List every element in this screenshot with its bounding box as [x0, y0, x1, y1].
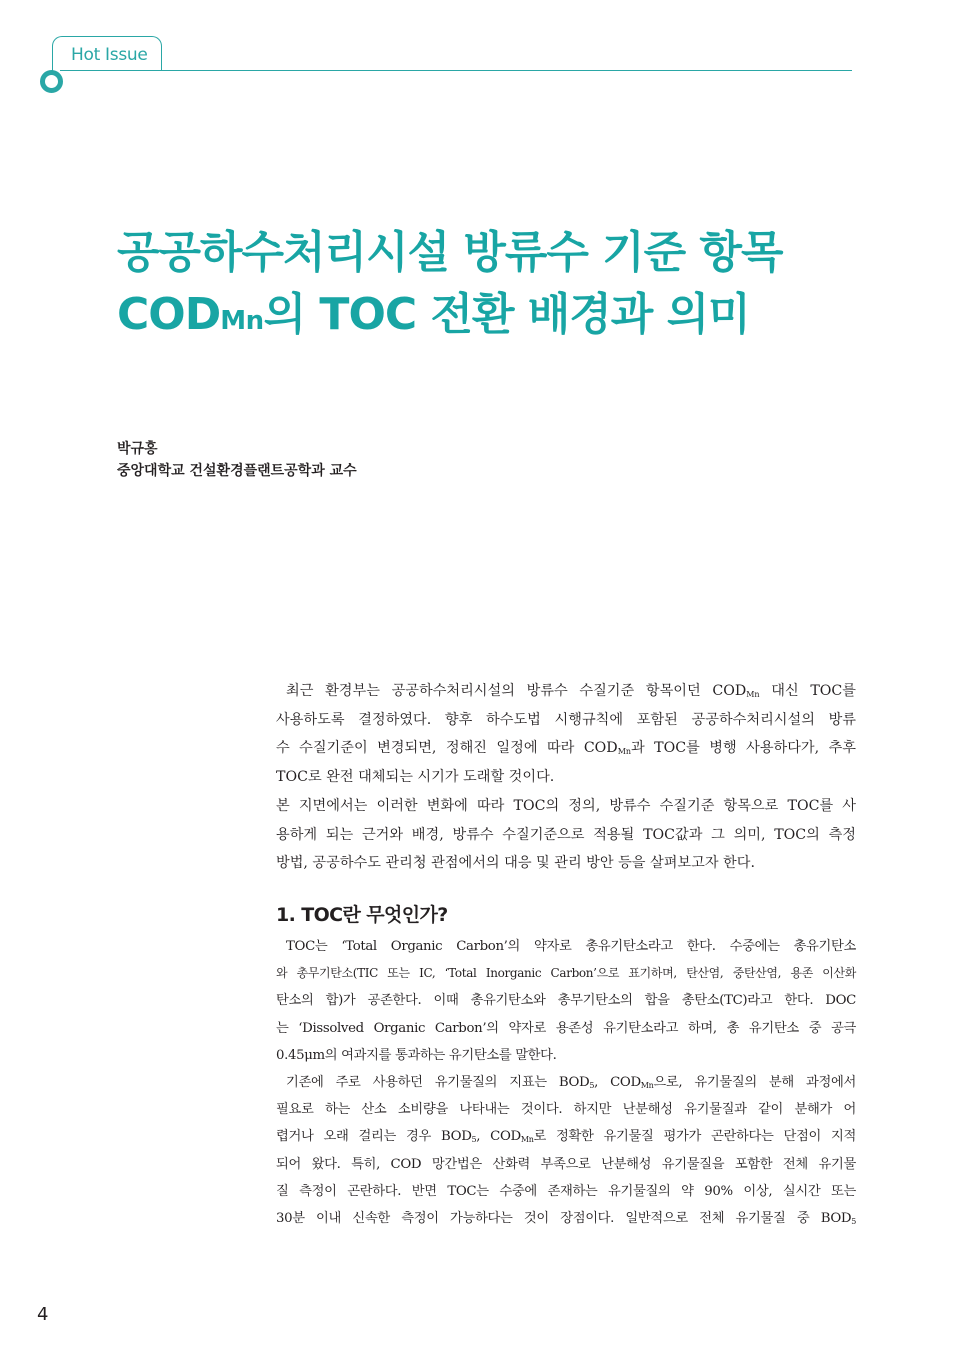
intro-line: 본 지면에서는 이러한 변화에 따라 TOC의 정의, 방류수 수질기준 항목으로 TOC를 사 — [276, 797, 856, 814]
body-line: 는 ‘Dissolved Organic Carbon’의 약자로 용존성 유기탄소라고 하며, 총 유기탄소 중 공극 — [276, 1020, 856, 1036]
body-line: TOC는 ‘Total Organic Carbon’의 약자로 총유기탄소라고 한다. 수중에는 총유기탄소 — [286, 939, 856, 954]
body-line: 필요로 하는 산소 소비량을 나타내는 것이다. 하지만 난분해성 유기물질과 같이 분해가 어 — [276, 1102, 856, 1118]
body-line: 30분 이내 신속한 측정이 가능하다는 것이 장점이다. 일반적으로 전체 유기물질 중 $BOD_5$ — [276, 1211, 856, 1227]
intro-line: 수 수질기준이 변경되면, 정해진 일정에 따라 $COD_{Mn}$과 TOC를 병행 사용하다가, 추후 — [276, 740, 856, 757]
section-heading: 1. TOC란 무엇인가? — [276, 904, 448, 926]
title-cod: COD — [117, 289, 221, 340]
title-line-1: 공공하수처리시설 방류수 기준 항목 — [117, 227, 783, 278]
body-line: 0.45μm의 여과지를 통과하는 유기탄소를 말한다. — [276, 1047, 557, 1063]
body-line: 기존에 주로 사용하던 유기물질의 지표는 $BOD_5$, $COD_{Mn}$으로, 유기물질의 분해 과정에서 — [286, 1075, 856, 1091]
section-1-text — [276, 933, 856, 1232]
section-tab — [52, 36, 162, 71]
title-line-2 — [117, 284, 877, 352]
body-line: 렵거나 오래 걸리는 경우 $BOD_5$, $COD_{Mn}$로 정확한 유기물질 평가가 곤란하다는 단점이 지적 — [276, 1129, 856, 1145]
intro-line: 용하게 되는 근거와 배경, 방류수 수질기준으로 적용될 TOC값과 그 의미, TOC의 측정 — [276, 826, 856, 843]
body-line: 질 측정이 곤란하다. 반면 TOC는 수중에 존재하는 유기물질의 약 90% 이상, 실시간 또는 — [276, 1183, 856, 1199]
intro-text — [276, 677, 856, 878]
page-number: 4 — [37, 1304, 49, 1325]
author-affiliation: 중앙대학교 건설환경플랜트공학과 교수 — [117, 463, 357, 479]
title-rest: 의 TOC 전환 배경과 의미 — [263, 289, 750, 340]
intro-line: 최근 환경부는 공공하수처리시설의 방류수 수질기준 항목이던 $COD_{Mn}$ 대신 TOC를 — [286, 683, 856, 699]
author-block — [117, 438, 357, 482]
body-line: 되어 왔다. 특히, COD 망간법은 산화력 부족으로 난분해성 유기물질을 포함한 전체 유기물 — [276, 1156, 856, 1172]
intro-line: 방법, 공공하수도 관리청 관점에서의 대응 및 관리 방안 등을 살펴보고자 한다. — [276, 855, 755, 872]
body-line: 탄소의 합)가 공존한다. 이때 총유기탄소와 총무기탄소의 합을 총탄소(TC)라고 한다. DOC — [276, 993, 856, 1009]
article-title — [117, 222, 877, 352]
body-line: 와 총무기탄소(TIC 또는 IC, ‘Total Inorganic Carbon’으로 표기하며, 탄산염, 중탄산염, 용존 이산화 — [276, 966, 856, 981]
intro-line: TOC로 완전 대체되는 시기가 도래할 것이다. — [276, 769, 555, 786]
author-name: 박규홍 — [117, 441, 158, 457]
section-label: Hot Issue — [71, 45, 148, 65]
header-rule — [60, 70, 852, 71]
intro-line: 사용하도록 결정하였다. 향후 하수도법 시행규칙에 포함된 공공하수처리시설의 방류 — [276, 711, 856, 728]
title-cod-subscript: Mn — [220, 306, 264, 336]
header-circle-icon — [40, 70, 63, 93]
